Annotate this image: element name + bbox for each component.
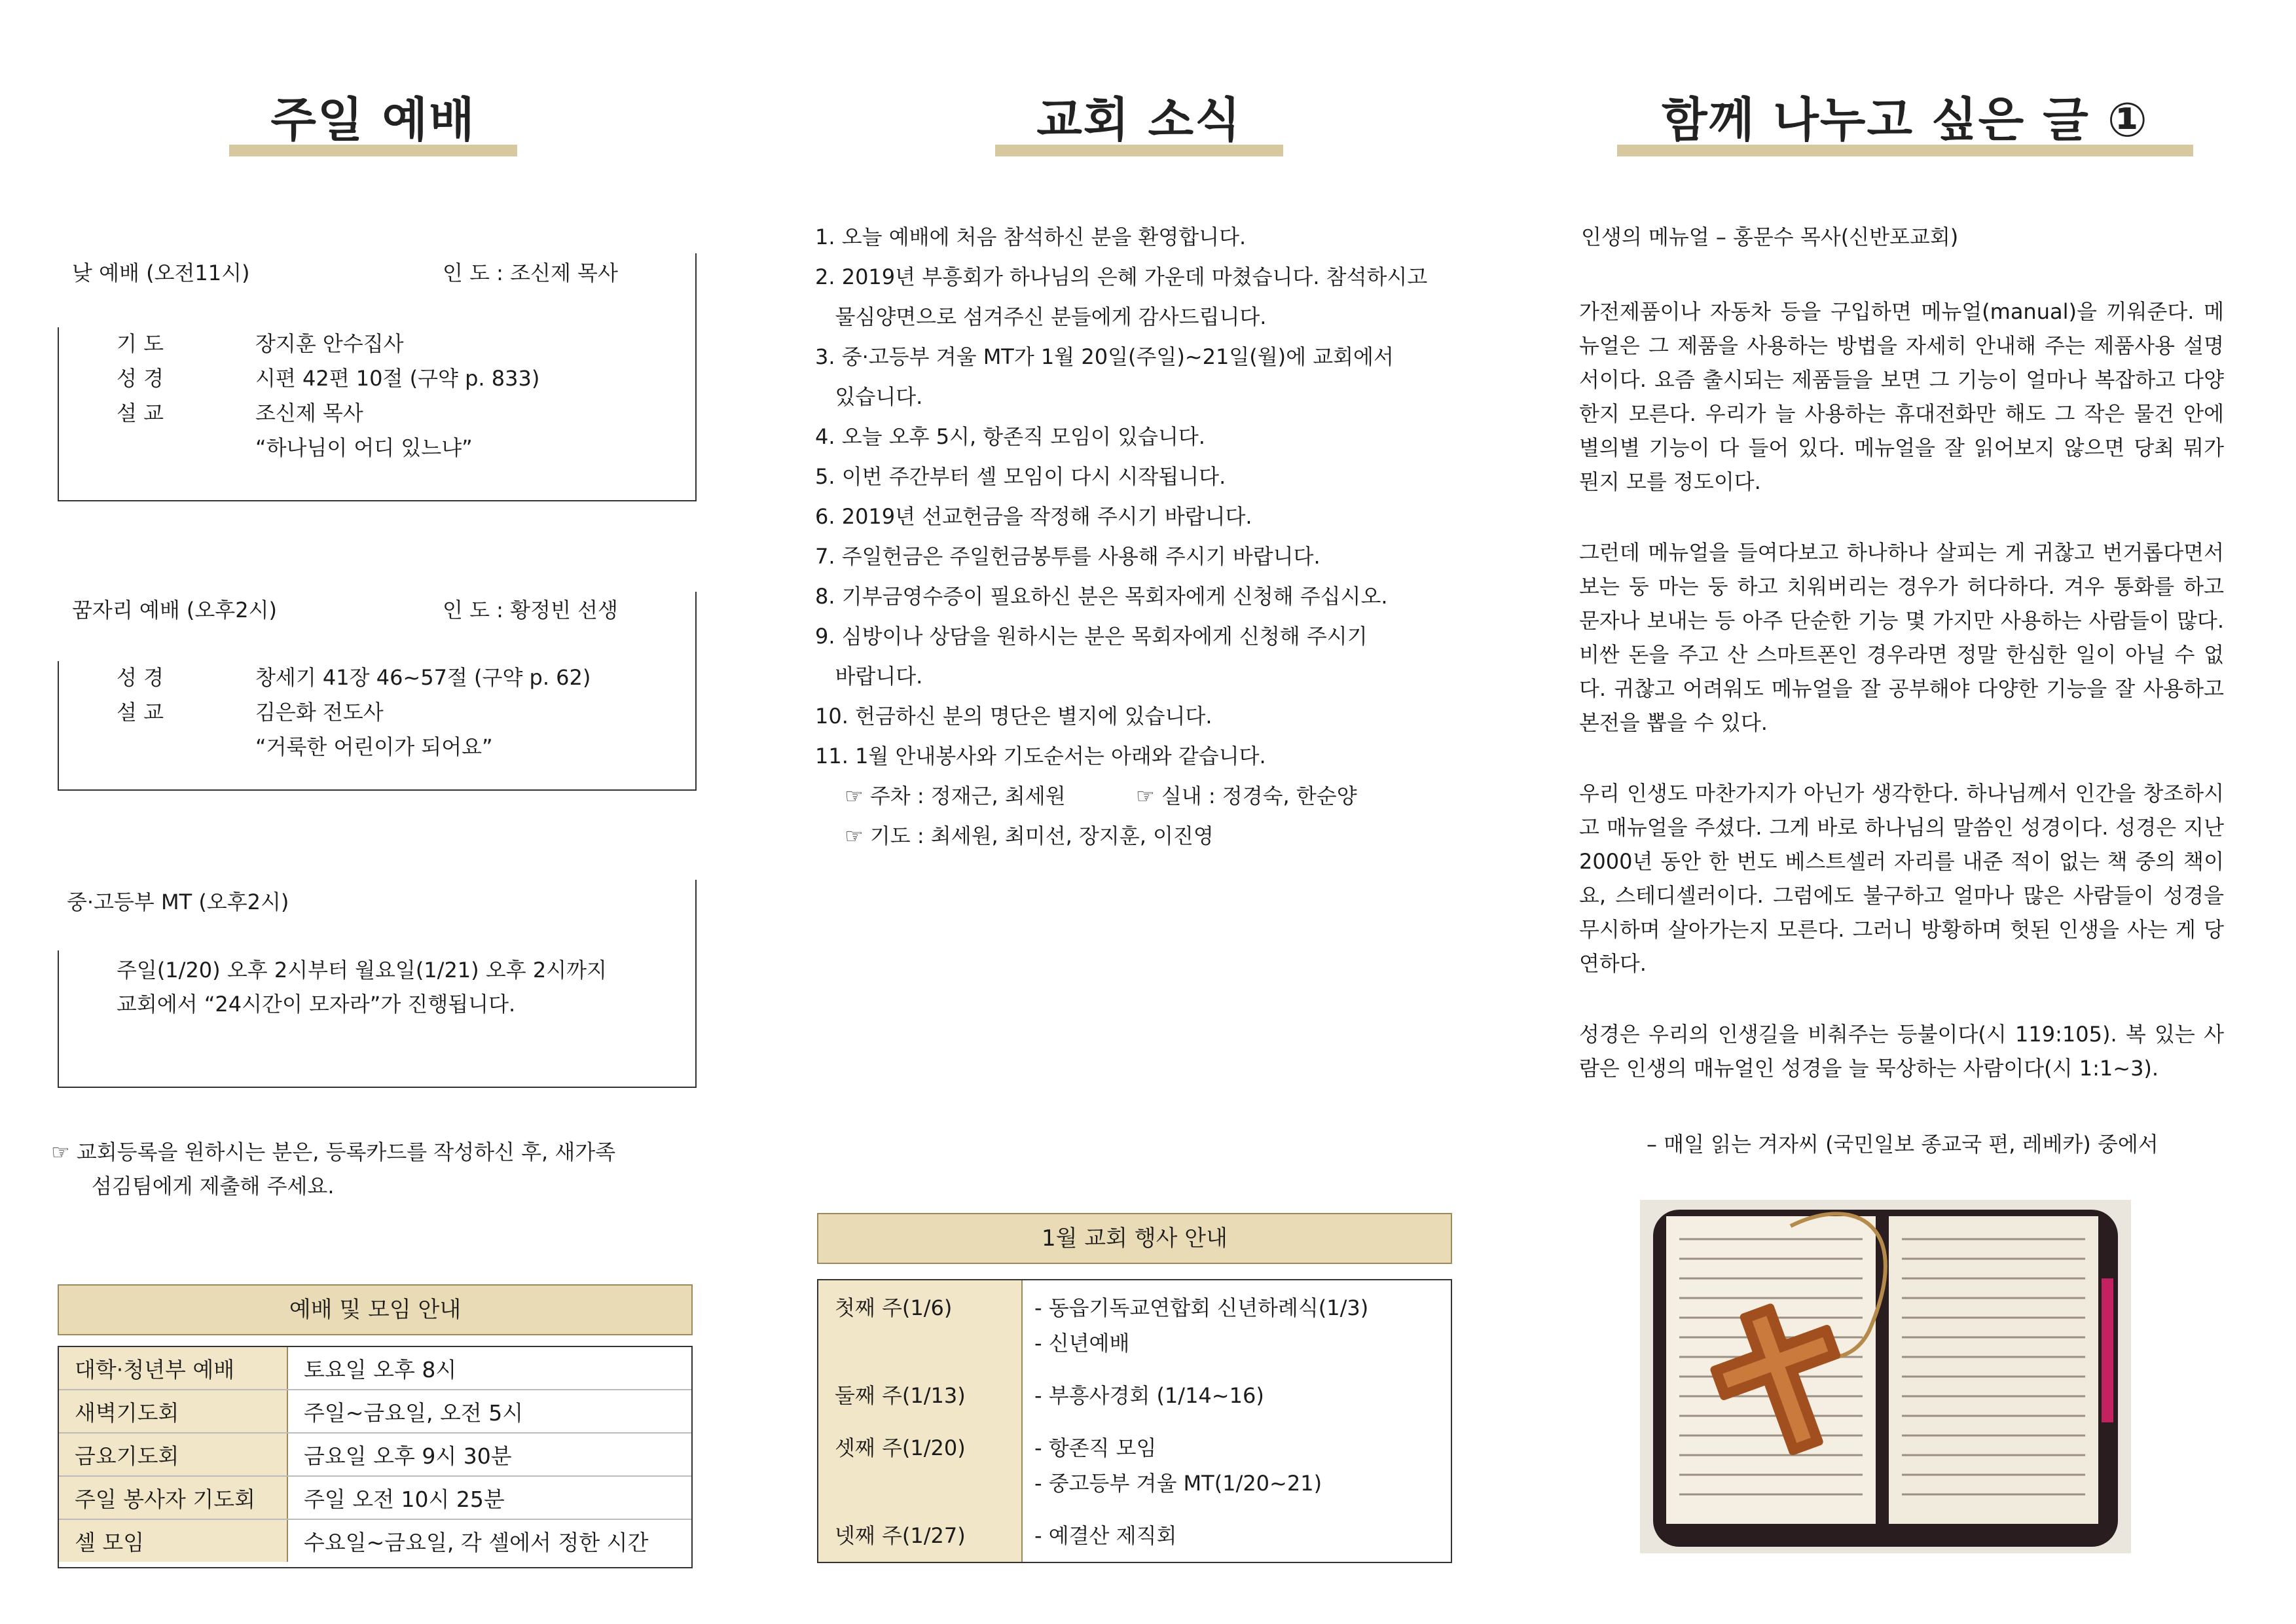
schedule-key: 주일 봉사자 기도회 bbox=[59, 1476, 287, 1519]
schedule-val: 수요일~금요일, 각 셀에서 정한 시간 bbox=[304, 1529, 649, 1555]
events-left-column bbox=[818, 1280, 1023, 1562]
registration-note-line2: 섬김팀에게 제출해 주세요. bbox=[92, 1174, 335, 1199]
service1-row-1-key: 성 경 bbox=[117, 366, 164, 391]
service1-row-0-key: 기 도 bbox=[117, 331, 164, 356]
service1-row-1-val: 시편 42편 10절 (구약 p. 833) bbox=[255, 366, 540, 391]
bible-cross-illustration bbox=[1640, 1200, 2131, 1553]
service3-title: 중·고등부 MT (오후2시) bbox=[67, 890, 289, 914]
news-item-6: 5. 이번 주간부터 셀 모임이 다시 시작됩니다. bbox=[815, 464, 1226, 489]
schedule-key: 셀 모임 bbox=[59, 1519, 287, 1562]
duty-prayer: ☞ 기도 : 최세원, 최미선, 장지훈, 이진영 bbox=[845, 823, 1214, 848]
service2-leader: 인 도 : 황정빈 선생 bbox=[443, 598, 618, 623]
event-week-1: 둘째 주(1/13) bbox=[835, 1383, 966, 1408]
event-0-item-0: - 동읍기독교연합회 신년하례식(1/3) bbox=[1034, 1295, 1369, 1320]
article-paragraph-2: 그런데 메뉴얼을 들여다보고 하나하나 살피는 게 귀찮고 번거롭다면서 보는 둥 마는 둥 하고 치워버리는 경우가 허다하다. 겨우 통화를 하고 문자나 보내는 등 아주 단순한 기능 몇 가지만 사용하는 사람들이 많다. 비싼 돈을 주고 산 스마트폰인 경우라면 정말 한심한 일이 아닐 수 없다. 귀찮고 어려워도 메뉴얼을 잘 공부해야 다양한 기능을 잘 사용하고 본전을 뽑을 수 있다. bbox=[1579, 540, 2224, 735]
news-item-1: 2. 2019년 부흥회가 하나님의 은혜 가운데 마쳤습니다. 참석하시고 bbox=[815, 264, 1428, 289]
news-item-4: 있습니다. bbox=[815, 384, 923, 409]
bible-cross-photo bbox=[1640, 1200, 2131, 1553]
service2-row-1-key: 설 교 bbox=[117, 700, 164, 725]
schedule-key: 새벽기도회 bbox=[59, 1390, 287, 1433]
event-0-item-1: - 신년예배 bbox=[1034, 1331, 1130, 1356]
schedule-val: 주일 오전 10시 25분 bbox=[287, 1476, 691, 1519]
article-paragraph-4: 성경은 우리의 인생길을 비춰주는 등불이다(시 119:105). 복 있는 사람은 인생의 매뉴얼인 성경을 늘 묵상하는 사람이다(시 1:1~3). bbox=[1579, 1022, 2224, 1081]
event-1-item-0: - 부흥사경회 (1/14~16) bbox=[1034, 1383, 1264, 1408]
table-row bbox=[59, 1347, 691, 1390]
service3-line2: 교회에서 “24시간이 모자라”가 진행됩니다. bbox=[117, 992, 516, 1017]
service2-title: 꿈자리 예배 (오후2시) bbox=[72, 598, 277, 623]
duty-parking: ☞ 주차 : 정재근, 최세원 bbox=[845, 784, 1066, 808]
heading-sunday-worship: 주일 예배 bbox=[229, 82, 517, 160]
events-table bbox=[817, 1279, 1452, 1563]
event-week-2: 셋째 주(1/20) bbox=[835, 1435, 966, 1460]
event-week-3: 넷째 주(1/27) bbox=[835, 1523, 966, 1548]
event-2-item-0: - 항존직 모임 bbox=[1034, 1435, 1157, 1460]
article-subtitle: 인생의 메뉴얼 – 홍문수 목사(신반포교회) bbox=[1581, 225, 1959, 249]
service2-row-1-val: 김은화 전도사 bbox=[255, 700, 384, 725]
heading-church-news: 교회 소식 bbox=[995, 82, 1283, 160]
article-source: – 매일 읽는 겨자씨 (국민일보 종교국 편, 레베카) 중에서 bbox=[1647, 1132, 2159, 1157]
schedule-banner: 예배 및 모임 안내 bbox=[58, 1284, 693, 1335]
service1-row-2-key: 설 교 bbox=[117, 401, 164, 425]
news-item-8: 7. 주일헌금은 주일헌금봉투를 사용해 주시기 바랍니다. bbox=[815, 544, 1321, 569]
article-paragraph-1: 가전제품이나 자동차 등을 구입하면 메뉴얼(manual)을 끼워준다. 메뉴얼은 그 제품을 사용하는 방법을 자세히 안내해 주는 제품사용 설명서이다. 요즘 출시되는 제품들을 보면 그 기능이 얼마나 복잡하고 다양한지 모른다. 우리가 늘 사용하는 휴대전화만 해도 그 작은 물건 안에 별의별 기능이 다 들어 있다. 메뉴얼을 잘 읽어보지 않으면 당최 뭐가 뭔지 모를 정도이다. bbox=[1579, 299, 2224, 494]
news-item-11: 바랍니다. bbox=[815, 664, 923, 689]
service2-row-0-val: 창세기 41장 46~57절 (구약 p. 62) bbox=[255, 665, 591, 690]
schedule-val: 금요일 오후 9시 30분 bbox=[287, 1433, 691, 1476]
table-row bbox=[59, 1433, 691, 1476]
schedule-key: 대학·청년부 예배 bbox=[59, 1347, 287, 1390]
service1-row-2-val: 조신제 목사 bbox=[255, 401, 363, 425]
duty-indoor: ☞ 실내 : 정경숙, 한순양 bbox=[1136, 784, 1357, 808]
event-week-0: 첫째 주(1/6) bbox=[835, 1295, 953, 1320]
event-2-item-1: - 중고등부 겨울 MT(1/20~21) bbox=[1034, 1471, 1322, 1496]
schedule-val: 주일~금요일, 오전 5시 bbox=[287, 1390, 691, 1433]
table-row bbox=[59, 1519, 691, 1562]
service2-sermon: “거룩한 어린이가 되어요” bbox=[255, 734, 493, 759]
news-item-0: 1. 오늘 예배에 처음 참석하신 분을 환영합니다. bbox=[815, 225, 1247, 249]
news-item-12: 10. 헌금하신 분의 명단은 별지에 있습니다. bbox=[815, 704, 1212, 729]
service3-line1: 주일(1/20) 오후 2시부터 월요일(1/21) 오후 2시까지 bbox=[117, 958, 607, 983]
article-paragraph-3: 우리 인생도 마찬가지가 아닌가 생각한다. 하나님께서 인간을 창조하시고 매뉴얼을 주셨다. 그게 바로 하나님의 말씀인 성경이다. 성경은 지난 2000년 동안 한 번도 베스트셀러 자리를 내준 적이 없는 책 중의 책이요, 스테디셀러이다. 그럼에도 불구하고 얼마나 많은 사람들이 성경을 무시하며 살아가는지 모른다. 그러니 방황하며 헛된 인생을 사는 게 당연하다. bbox=[1579, 781, 2224, 976]
service1-title: 낮 예배 (오전11시) bbox=[72, 261, 250, 285]
news-item-13: 11. 1월 안내봉사와 기도순서는 아래와 같습니다. bbox=[815, 744, 1266, 768]
events-banner: 1월 교회 행사 안내 bbox=[817, 1213, 1452, 1264]
registration-note-line1: ☞ 교회등록을 원하시는 분은, 등록카드를 작성하신 후, 새가족 bbox=[51, 1140, 616, 1164]
service1-row-0-val: 장지훈 안수집사 bbox=[255, 331, 404, 356]
news-item-9: 8. 기부금영수증이 필요하신 분은 목회자에게 신청해 주십시오. bbox=[815, 584, 1388, 609]
service2-row-0-key: 성 경 bbox=[117, 665, 164, 690]
table-row bbox=[59, 1476, 691, 1519]
event-3-item-0: - 예결산 제직회 bbox=[1034, 1523, 1177, 1548]
schedule-table bbox=[59, 1347, 691, 1562]
service1-sermon: “하나님이 어디 있느냐” bbox=[255, 435, 473, 460]
service1-leader: 인 도 : 조신제 목사 bbox=[443, 261, 618, 285]
news-item-10: 9. 심방이나 상담을 원하시는 분은 목회자에게 신청해 주시기 bbox=[815, 624, 1368, 649]
schedule-table-frame bbox=[58, 1346, 693, 1568]
news-item-3: 3. 중·고등부 겨울 MT가 1월 20일(주일)~21일(월)에 교회에서 bbox=[815, 344, 1394, 369]
table-row bbox=[59, 1390, 691, 1433]
news-item-2: 물심양면으로 섬겨주신 분들에게 감사드립니다. bbox=[815, 304, 1267, 329]
schedule-val: 토요일 오후 8시 bbox=[287, 1347, 691, 1390]
news-item-5: 4. 오늘 오후 5시, 항존직 모임이 있습니다. bbox=[815, 424, 1205, 449]
news-item-7: 6. 2019년 선교헌금을 작정해 주시기 바랍니다. bbox=[815, 504, 1252, 529]
schedule-key: 금요기도회 bbox=[59, 1433, 287, 1476]
heading-shared-writing: 함께 나누고 싶은 글 ① bbox=[1617, 82, 2193, 160]
